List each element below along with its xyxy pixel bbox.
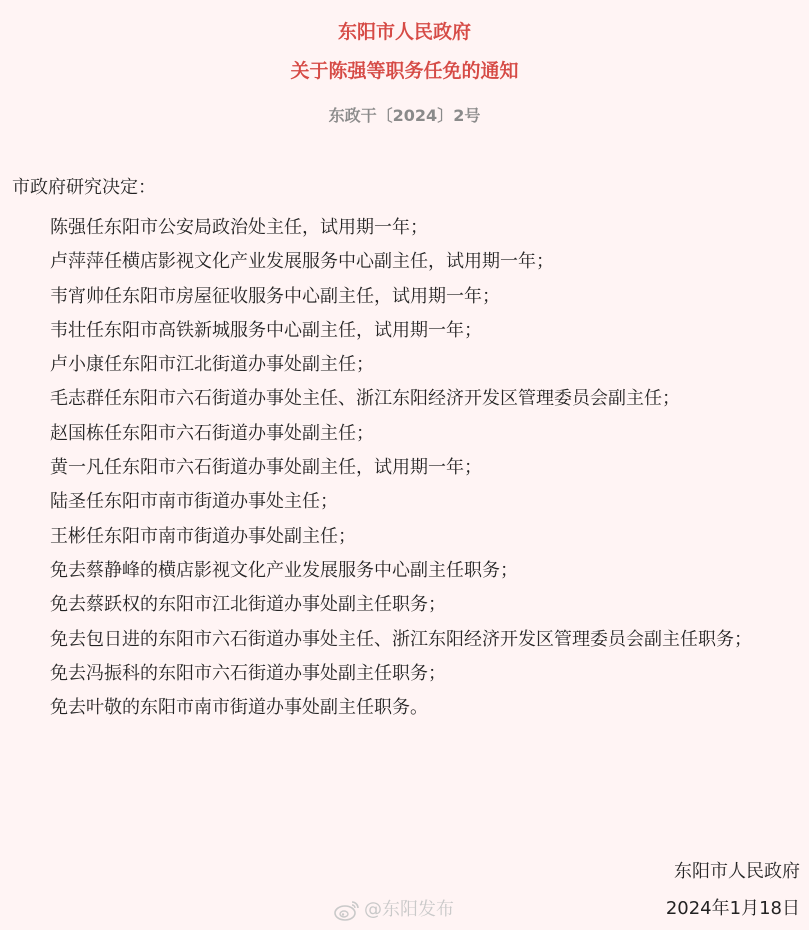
appointment-list (12, 211, 802, 725)
signature-date: 2024年1月18日 (665, 898, 800, 919)
decision-lead: 市政府研究决定： (12, 177, 156, 198)
watermark (334, 898, 454, 922)
list-item: 免去包日进的东阳市六石街道办事处主任、浙江东阳经济开发区管理委员会副主任职务； (50, 628, 752, 650)
list-item: 黄一凡任东阳市六石街道办事处副主任，试用期一年； (50, 457, 482, 479)
list-item: 免去冯振科的东阳市六石街道办事处副主任职务； (50, 662, 446, 684)
list-item: 免去叶敬的东阳市南市街道办事处副主任职务。 (50, 697, 428, 719)
list-item: 免去蔡跃权的东阳市江北街道办事处副主任职务； (50, 594, 446, 616)
list-item: 毛志群任东阳市六石街道办事处主任、浙江东阳经济开发区管理委员会副主任； (50, 388, 680, 410)
list-item: 韦壮任东阳市高铁新城服务中心副主任，试用期一年； (50, 319, 482, 341)
notice-title: 关于陈强等职务任免的通知 (290, 60, 519, 82)
list-item: 免去蔡静峰的横店影视文化产业发展服务中心副主任职务； (50, 559, 518, 581)
weibo-icon (334, 899, 360, 921)
document-number: 东政干〔2024〕2号 (328, 106, 481, 125)
list-item: 陈强任东阳市公安局政治处主任，试用期一年； (50, 217, 428, 238)
list-item: 卢小康任东阳市江北街道办事处副主任； (50, 354, 374, 376)
list-item: 陆圣任东阳市南市街道办事处主任； (50, 491, 338, 513)
list-item: 韦宵帅任东阳市房屋征收服务中心副主任，试用期一年； (50, 285, 500, 307)
list-item: 赵国栋任东阳市六石街道办事处副主任； (50, 422, 374, 444)
watermark-text: @东阳发布 (364, 899, 454, 920)
list-item: 卢萍萍任横店影视文化产业发展服务中心副主任，试用期一年； (50, 251, 554, 273)
list-item: 王彬任东阳市南市街道办事处副主任； (50, 525, 356, 547)
signature-org: 东阳市人民政府 (674, 861, 800, 882)
org-title: 东阳市人民政府 (337, 21, 471, 43)
